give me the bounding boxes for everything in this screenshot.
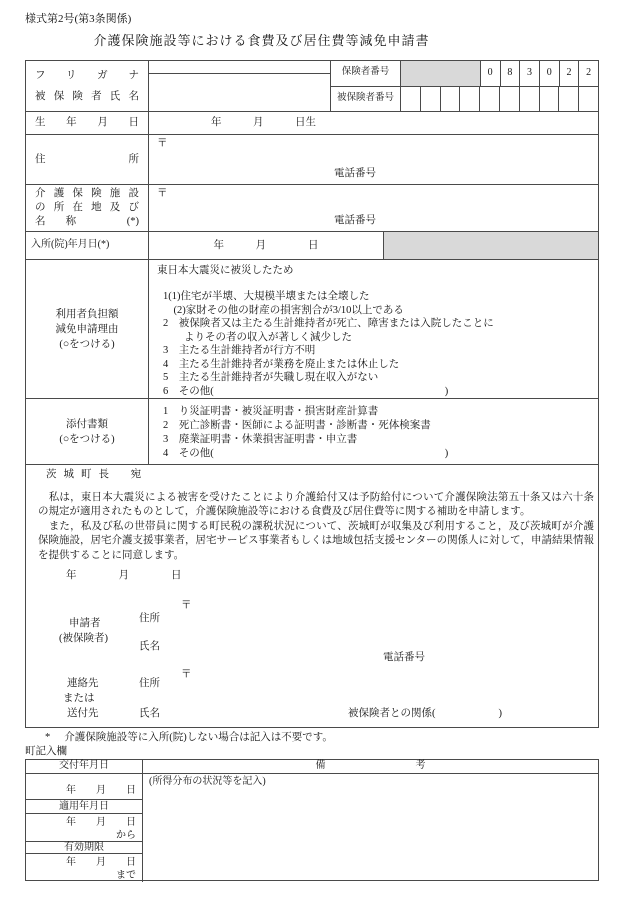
insurer-digit-cell: 3 [519,61,539,86]
town-table-body [26,774,598,882]
declaration-paragraphs [38,491,594,563]
valid-until-label: 有効期限 [26,842,142,854]
address-label-cell [26,135,149,184]
addressee-line [46,468,141,481]
reason-items [157,290,594,398]
contact-role-line2: または [63,693,95,704]
town-table-left-column [26,774,143,882]
facility-label-line2: の所在地及び [35,202,139,213]
attachment-row [26,398,598,464]
insured-digit-cell [499,87,519,112]
insured-digit-cell [459,87,479,112]
attachment-item: 4 その他( ) [163,448,449,459]
attachment-label-line1: 添付書類 [66,418,108,430]
insured-digit-cell [558,87,578,112]
town-table-header [26,760,598,774]
form-number: 様式第2号(第3条関係) [25,13,132,25]
remarks-header-left: 備 [315,760,326,772]
insurer-number-label: 保険者番号 [331,61,401,86]
insured-digit-cell [479,87,499,112]
birthdate-entry-cell [149,112,598,134]
admission-label: 入所(院)年月日(*) [26,232,149,259]
footnote-mark: * [45,732,51,743]
insurer-number-row [331,61,598,87]
birthdate-row [26,111,598,134]
insurer-number-cells [401,61,598,86]
name-entry-cell [149,61,331,111]
phone-label: 電話番号 [334,167,376,179]
attachment-item: 3 廃業証明書・休業損害証明書・申立書 [163,434,358,445]
reason-list-cell [149,260,598,398]
addressee-suffix: 宛 [130,469,142,480]
page-title: 介護保険施設等における食費及び居住費等減免申請書 [93,33,430,48]
issue-date-placeholder: 年 月 日 [26,774,142,800]
reason-label-cell [26,260,149,398]
insured-digit-cell [440,87,460,112]
reason-item: (2)家財その他の財産の損害割合が3/10以上である [163,304,404,316]
facility-row [26,184,598,231]
birthdate-placeholder: 年 月 日生 [211,117,316,129]
contact-address-label: 住所 [139,678,160,689]
asterisk-footnote [45,731,333,744]
declaration-section [26,464,598,727]
furigana-entry-area [149,61,330,74]
postal-mark: 〒 [181,600,192,611]
facility-label-line3: 名称 (*) [35,216,139,227]
name-number-row [26,61,598,111]
insured-digit-cell [420,87,440,112]
attachment-label-line2: (○をつける) [59,433,115,445]
insurer-digit-cell: 0 [480,61,500,86]
town-section-label: 町記入欄 [25,746,67,757]
apply-date-placeholder: 年 月 日 から [26,814,142,842]
contact-name-label: 氏名 [139,708,160,719]
phone-label: 電話番号 [334,214,376,226]
insurer-digit-cell: 0 [539,61,559,86]
main-form-table [25,60,599,728]
reason-item: よりその者の収入が著しく減少した [163,331,352,343]
insured-digit-cell [539,87,559,112]
applicant-name-label: 氏名 [139,641,160,652]
reason-label-line2: 減免申請理由 [55,323,119,335]
insured-digit-cell [401,87,420,112]
reason-item: 2 被保険者又は主たる生計維持者が死亡、障害または入院したことに [163,318,494,329]
applicant-role-sublabel: (被保険者) [59,633,108,644]
declaration-paragraph-1: 私は，東日本大震災による被害を受けたことにより介護給付又は予防給付について介護保険法第五十条又は六十条の規定が適用されたものとして，介護保険施設等における食費及び居住費等に関する補助を申請します。 [38,492,594,518]
insured-number-row [331,87,598,112]
reason-item: 5 主たる生計維持者が失職し現在収入がない [163,372,379,383]
facility-entry-cell [149,185,598,231]
address-entry-cell [149,135,598,184]
reason-label-line3: (○をつける) [59,338,115,350]
insured-digit-cell [578,87,598,112]
postal-mark: 〒 [157,188,168,199]
applicant-address-label: 住所 [139,613,160,624]
addressee-name: 茨城町長 [46,469,116,480]
valid-until-placeholder: 年 月 日 まで [66,857,136,881]
apply-date-label: 適用年月日 [26,800,142,814]
reason-row [26,259,598,398]
remarks-cell [143,774,598,882]
reason-item: 4 主たる生計維持者が業務を廃止または休止した [163,358,400,370]
address-label: 住所 [35,153,139,165]
insurer-shaded-cell [401,61,480,86]
footnote-text: 介護保険施設等に入所(院)しない場合は記入は不要です。 [64,732,333,743]
admission-date-placeholder: 年 月 日 [149,232,384,259]
remarks-note: (所得分布の状況等を記入) [149,776,266,787]
reason-item: 1(1)住宅が半壊、大規模半壊または全壊した [163,291,370,302]
contact-role-line3: 送付先 [67,708,99,719]
postal-mark: 〒 [157,138,168,149]
postal-mark: 〒 [181,669,192,680]
issue-date-header: 交付年月日 [26,760,143,773]
contact-relation-label: 被保険者との関係( ) [348,708,502,719]
attachment-item: 2 死亡診断書・医師による証明書・診断書・死体検案書 [163,420,431,431]
insurer-digit-cell: 2 [578,61,598,86]
applicant-phone-label: 電話番号 [383,652,425,663]
number-block [331,61,598,111]
insured-number-cells [401,87,598,112]
admission-shaded-cell [384,232,598,259]
reason-item: 3 主たる生計維持者が行方不明 [163,345,316,356]
attachment-item: 1 り災証明書・被災証明書・損害財産計算書 [163,406,379,417]
birthdate-label: 生年月日 [26,112,149,134]
facility-label-cell [26,185,149,231]
insurer-digit-cell: 2 [559,61,579,86]
town-office-table [25,759,599,881]
applicant-role-label: 申請者 [69,618,101,629]
contact-role-line1: 連絡先 [67,678,99,689]
insured-name-label: 被保険者氏名 [35,90,139,102]
name-label-cell [26,61,149,111]
admission-entry-cell [149,232,598,259]
attachment-label-cell [26,399,149,464]
facility-label-line1: 介護保険施設 [35,188,139,199]
declaration-paragraph-2: また，私及び私の世帯員に関する町民税の課税状況について、茨城町が収集及び利用すること，及び茨城町が介護保険施設，居宅介護支援事業者，居宅サービス事業者もしくは地域包括支援センターの関係人に対して，申請結果情報を提供することに同意します。 [38,520,594,561]
remarks-header [143,760,598,773]
admission-row [26,231,598,259]
furigana-label: フリガナ [35,69,139,81]
remarks-header-right: 考 [415,760,426,772]
reason-label-line1: 利用者負担額 [55,308,119,320]
signature-date-placeholder: 年 月 日 [66,570,182,581]
reason-intro: 東日本大震災に被災したため [157,265,294,276]
reason-item: 6 その他( ) [163,385,449,397]
insured-digit-cell [519,87,539,112]
insured-number-label: 被保険者番号 [331,87,401,112]
address-row [26,134,598,184]
insurer-digit-cell: 8 [500,61,520,86]
attachment-list-cell [149,399,598,464]
